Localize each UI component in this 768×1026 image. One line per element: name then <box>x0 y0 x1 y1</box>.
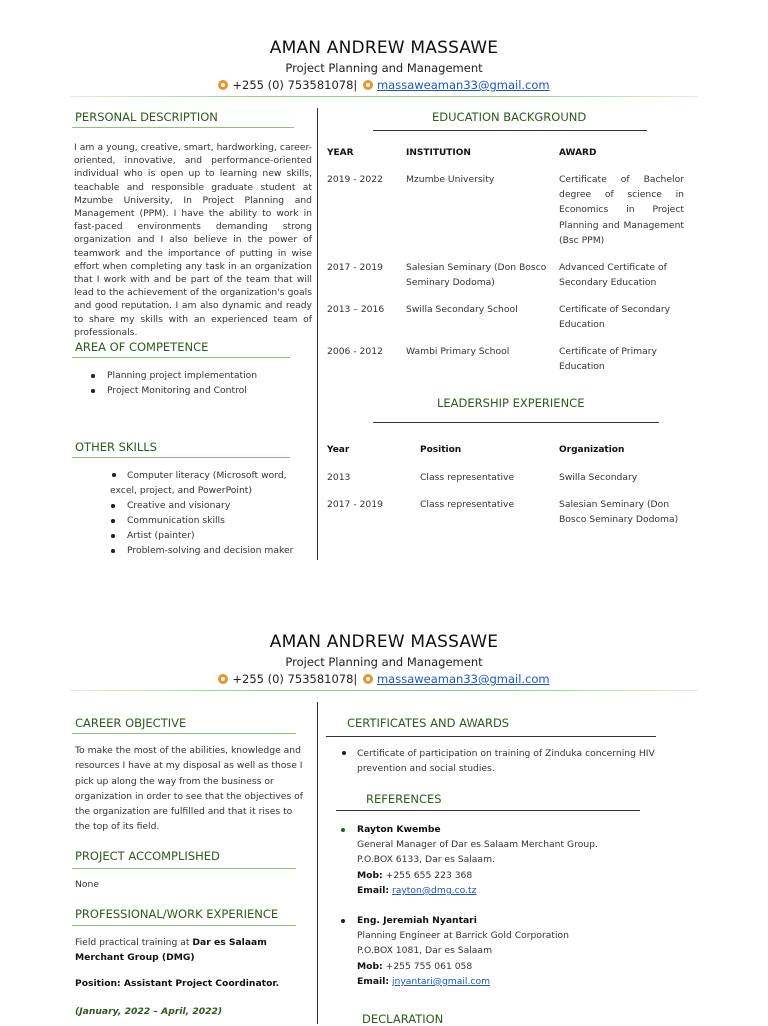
heading-underline <box>373 422 659 423</box>
work-experience-heading: PROFESSIONAL/WORK EXPERIENCE <box>75 907 279 921</box>
reference-email-link[interactable]: rayton@dmg.co.tz <box>391 884 477 896</box>
cv-name: AMAN ANDREW MASSAWE <box>269 632 499 652</box>
bullet <box>341 919 345 923</box>
work-dates: (January, 2022 – April, 2022) <box>75 1006 223 1017</box>
email-link[interactable]: massaweaman33@gmail.com <box>376 672 550 686</box>
header-divider <box>70 690 698 691</box>
edu-institution: Swilla Secondary School <box>406 304 518 315</box>
personal-description-heading: PERSONAL DESCRIPTION <box>75 110 218 124</box>
project-accomplished-text: None <box>75 879 99 890</box>
lead-position: Class representative <box>420 472 515 483</box>
list-item: Artist (painter) <box>109 528 309 543</box>
bullet <box>342 751 346 755</box>
work-experience-text: Field practical training at Dar es Salaam Merchant Group (DMG) <box>75 937 267 964</box>
edu-award: Certificate of Primary Education <box>559 346 657 373</box>
bullet <box>112 473 116 477</box>
header-divider <box>70 96 698 97</box>
reference-email: Email: jnyantari@gmail.com <box>357 975 491 987</box>
reference-item <box>357 913 687 989</box>
phone-icon <box>218 674 228 684</box>
competence-list <box>89 368 309 398</box>
reference-name: Rayton Kwembe <box>357 824 441 835</box>
competence-heading: AREA OF COMPETENCE <box>75 340 209 354</box>
heading-underline <box>326 736 656 737</box>
other-skills-heading: OTHER SKILLS <box>75 440 157 454</box>
heading-underline <box>72 127 294 128</box>
heading-underline <box>72 357 290 358</box>
phone-number: +255 (0) 753581078| <box>232 672 358 686</box>
edu-award: Certificate of Secondary Education <box>559 304 671 331</box>
certificates-heading: CERTIFICATES AND AWARDS <box>347 716 510 730</box>
edu-year: 2013 – 2016 <box>327 304 385 315</box>
reference-item <box>357 822 687 898</box>
lead-year: 2017 - 2019 <box>327 499 383 510</box>
lead-header-organization: Organization <box>559 445 625 455</box>
leadership-heading: LEADERSHIP EXPERIENCE <box>437 396 585 410</box>
heading-underline <box>72 925 296 926</box>
cv-role: Project Planning and Management <box>285 655 483 669</box>
phone-number: +255 (0) 753581078| <box>232 78 358 92</box>
reference-name: Eng. Jeremiah Nyantari <box>357 915 477 926</box>
work-position: Position: Assistant Project Coordinator. <box>75 978 280 989</box>
edu-header-award: AWARD <box>559 148 597 158</box>
skill-item-first: Computer literacy (Microsoft word, excel, project, and PowerPoint) <box>110 470 287 496</box>
references-heading: REFERENCES <box>366 792 442 806</box>
career-objective-text: To make the most of the abilities, knowledge and resources I have at my disposal as well as those I pick up along the way from the business or organization in order to see that the objectives of the organization are fulfilled and that it rises to the top of its field. <box>75 745 304 833</box>
contact-line <box>0 78 768 92</box>
list-item: Project Monitoring and Control <box>89 383 309 398</box>
reference-title: Planning Engineer at Barrick Gold Corporation <box>357 930 569 942</box>
reference-email-link[interactable]: jnyantari@gmail.com <box>391 975 491 987</box>
email-icon <box>363 80 373 90</box>
lead-organization: Salesian Seminary (Don Bosco Seminary Dodoma) <box>559 499 679 526</box>
bullet <box>341 828 345 832</box>
contact-line <box>0 672 768 686</box>
lead-header-year: Year <box>327 445 350 455</box>
edu-header-year: YEAR <box>327 148 354 158</box>
heading-underline <box>72 457 290 458</box>
education-heading: EDUCATION BACKGROUND <box>432 110 587 124</box>
edu-institution: Salesian Seminary (Don Bosco Seminary Dodoma) <box>406 262 547 289</box>
reference-box: P.O.BOX 6133, Dar es Salaam. <box>357 854 495 866</box>
edu-award: Certificate of Bachelor degree of science in Economics in Project Planning and Management (Bsc PPM) <box>559 174 684 246</box>
edu-institution: Wambi Primary School <box>406 346 510 357</box>
lead-position: Class representative <box>420 499 515 510</box>
cv-name: AMAN ANDREW MASSAWE <box>269 38 499 58</box>
edu-header-institution: INSTITUTION <box>406 148 471 158</box>
email-icon <box>363 674 373 684</box>
list-item: Communication skills <box>109 513 309 528</box>
reference-mob: Mob: +255 655 223 368 <box>357 869 473 881</box>
email-link[interactable]: massaweaman33@gmail.com <box>376 78 550 92</box>
skills-list <box>109 498 309 558</box>
edu-year: 2006 - 2012 <box>327 346 383 357</box>
column-divider <box>317 108 318 560</box>
list-item: Problem-solving and decision maker <box>109 543 309 558</box>
heading-underline <box>373 130 647 131</box>
cv-role: Project Planning and Management <box>285 61 483 75</box>
phone-icon <box>218 80 228 90</box>
edu-award: Advanced Certificate of Secondary Education <box>559 262 667 289</box>
reference-mob: Mob: +255 755 061 058 <box>357 960 473 972</box>
heading-underline <box>72 733 296 734</box>
heading-underline <box>336 810 640 811</box>
list-item: Creative and visionary <box>109 498 309 513</box>
reference-email: Email: rayton@dmg.co.tz <box>357 884 477 896</box>
certificate-item: Certificate of participation on training of Zinduka concerning HIV prevention and social studies. <box>357 748 655 775</box>
career-objective-heading: CAREER OBJECTIVE <box>75 716 187 730</box>
heading-underline <box>72 868 296 869</box>
edu-year: 2017 - 2019 <box>327 262 383 273</box>
personal-description-text: I am a young, creative, smart, hardworking, career-oriented, innovative, and performance-oriented individual who is open up to learning new skills, teachable and responsible graduate student at Mzumbe University, In Project Planning and Management (PPM). I have the ability to work in fast-paced environments demanding strong organization and I also believe in the power of teamwork and the importance of putting in wise effort when completing any task in an organization that I work with and be part of the team that will lead to the achievement of the organization's goals and good reputation. I am also dynamic and ready to share my skills with an experienced team of professionals. <box>74 142 312 338</box>
lead-organization: Swilla Secondary <box>559 472 638 483</box>
edu-year: 2019 - 2022 <box>327 174 383 185</box>
reference-box: P.O.BOX 1081, Dar es Salaam <box>357 945 493 957</box>
reference-title: General Manager of Dar es Salaam Merchant Group. <box>357 839 598 851</box>
lead-header-position: Position <box>420 445 462 455</box>
list-item: Planning project implementation <box>89 368 309 383</box>
edu-institution: Mzumbe University <box>406 174 495 185</box>
column-divider <box>317 702 318 1024</box>
declaration-heading: DECLARATION <box>362 1012 444 1026</box>
lead-year: 2013 <box>327 472 351 483</box>
project-accomplished-heading: PROJECT ACCOMPLISHED <box>75 849 220 863</box>
